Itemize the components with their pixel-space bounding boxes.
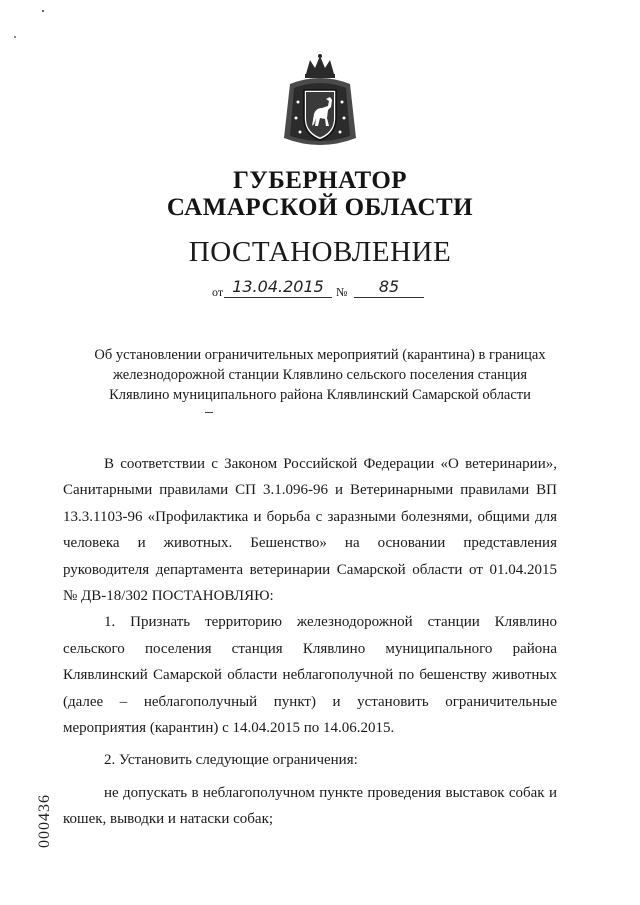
margin-stamp-number: 000436 — [36, 794, 53, 848]
org-title-line2: САМАРСКОЙ ОБЛАСТИ — [166, 194, 474, 221]
org-title-line1: ГУБЕРНАТОР — [232, 167, 408, 194]
scan-speck — [14, 36, 16, 38]
document-type: ПОСТАНОВЛЕНИЕ — [188, 236, 452, 268]
subject-line: Клявлино муниципального района Клявлинский Самарской области — [109, 387, 531, 403]
date-number-line — [200, 277, 440, 303]
number-prefix: № — [336, 285, 348, 299]
body-paragraph: 1. Признать территорию железнодорожной станции Клявлино сельского поселения станция Клявлино муниципального района Клявлинский Самарской области неблагополучной по бешенству животных (далее – неблагополучный пункт) и установить ограничительные мероприятия (карантин) с 14.04.2015 по 14.06.2015. — [63, 614, 557, 737]
separator-dash — [205, 412, 213, 413]
document-body — [63, 451, 557, 833]
body-paragraph: 2. Установить следующие ограничения: — [104, 752, 358, 769]
document-date: 13.04.2015 — [224, 277, 332, 298]
subject-line: Об установлении ограничительных мероприятий (карантина) в границах — [94, 347, 546, 363]
document-subject — [60, 345, 580, 405]
body-paragraph: В соответствии с Законом Российской Федерации «О ветеринарии», Санитарными правилами СП 3.1.096-96 и Ветеринарными правилами ВП 13.3.1103-96 «Профилактика и борьба с заразными болезнями, общими для человека и животных. Бешенство» на основании представления руководителя департамента ветеринарии Самарской области от 01.04.2015 № ДВ-18/302 ПОСТАНОВЛЯЮ: — [63, 456, 557, 605]
samara-coat-of-arms-icon — [268, 52, 372, 156]
document-number: 85 — [354, 277, 424, 298]
scan-speck — [42, 10, 44, 12]
subject-line: железнодорожной станции Клявлино сельского поселения станция — [112, 367, 528, 383]
body-paragraph: не допускать в неблагополучном пункте проведения выставок собак и кошек, выводки и натаски собак; — [63, 784, 557, 828]
date-prefix: от — [212, 285, 224, 299]
